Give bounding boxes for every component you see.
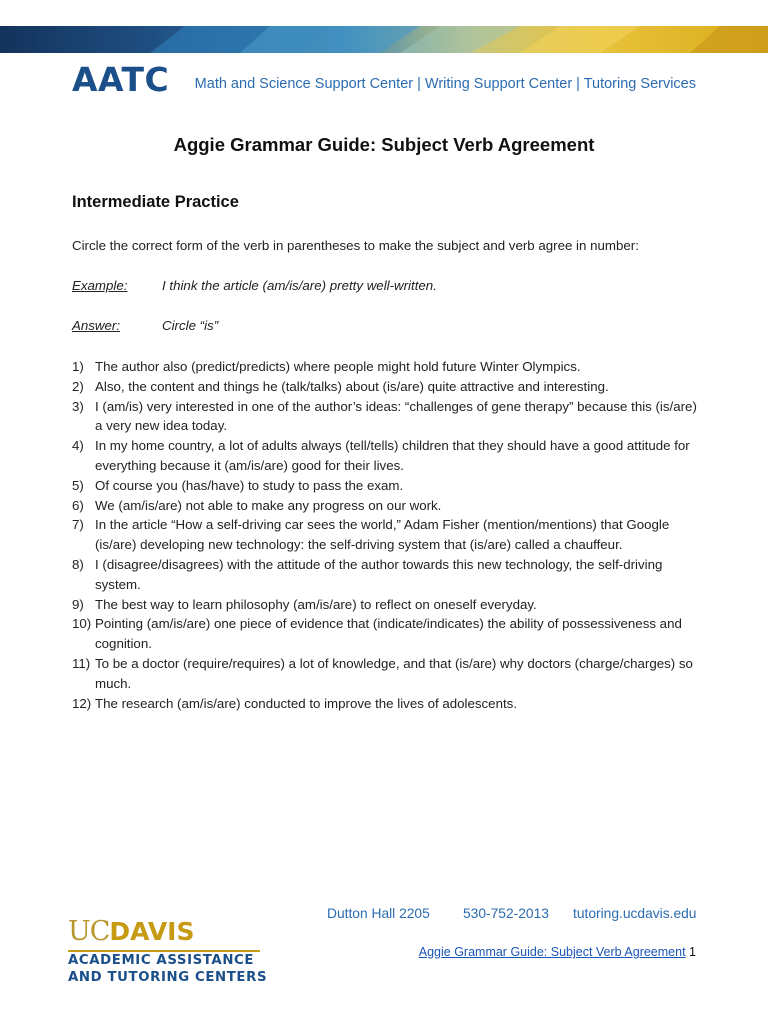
ucdavis-logo: [68, 916, 268, 986]
instructions-text: Circle the correct form of the verb in parentheses to make the subject and verb agree in number:: [72, 238, 639, 253]
question-number: 5): [72, 477, 84, 493]
page-number: 1: [689, 945, 696, 959]
footer-location: Dutton Hall 2205: [327, 906, 430, 921]
question-number: 3): [72, 398, 84, 414]
list-item: [72, 436, 702, 476]
question-list: [72, 357, 702, 713]
footer-phone: 530-752-2013: [463, 906, 549, 921]
question-number: 6): [72, 497, 84, 513]
question-number: 4): [72, 438, 84, 454]
logo-davis-text: DAVIS: [109, 917, 195, 946]
footer-title-link[interactable]: Aggie Grammar Guide: Subject Verb Agreement: [418, 945, 686, 959]
answer-label: Answer:: [72, 318, 121, 333]
question-text: Of course you (has/have) to study to pass the exam.: [95, 477, 404, 493]
list-item: [72, 614, 702, 654]
list-item: [72, 496, 702, 516]
list-item: [72, 555, 702, 595]
list-item: [72, 377, 702, 397]
question-text: Also, the content and things he (talk/talks) about (is/are) quite attractive and interesting.: [95, 378, 609, 394]
list-item: [72, 595, 702, 615]
footer-website[interactable]: tutoring.ucdavis.edu: [573, 906, 697, 921]
example-label: Example:: [72, 278, 128, 293]
logo-line-1: ACADEMIC ASSISTANCE: [68, 953, 255, 968]
question-number: 1): [72, 359, 84, 374]
page-header: [72, 60, 702, 100]
question-text: The author also (predict/predicts) where people might hold future Winter Olympics.: [95, 359, 581, 374]
question-text: Pointing (am/is/are) one piece of evidence that (indicate/indicates) the ability of possessiveness and cognition.: [95, 616, 682, 652]
list-item: [72, 694, 702, 714]
document-title: Aggie Grammar Guide: Subject Verb Agreement: [173, 134, 595, 155]
question-number: 8): [72, 556, 84, 572]
question-text: The best way to learn philosophy (am/is/are) to reflect on oneself everyday.: [95, 596, 537, 612]
question-text: In the article “How a self-driving car sees the world,” Adam Fisher (mention/mentions) that Google (is/are) developing new technology: the self-driving system that (is/are) called a chauffeur.: [95, 517, 670, 553]
list-item: [72, 515, 702, 555]
aatc-logo: AATC: [72, 60, 170, 99]
list-item: [72, 654, 702, 694]
list-item: [72, 476, 702, 496]
question-text: We (am/is/are) not able to make any progress on our work.: [95, 497, 442, 513]
list-item: [72, 397, 702, 437]
footer-page-reference: [419, 945, 696, 959]
question-text: To be a doctor (require/requires) a lot of knowledge, and that (is/are) why doctors (charge/charges) so much.: [95, 655, 693, 691]
question-text: The research (am/is/are) conducted to improve the lives of adolescents.: [95, 695, 518, 711]
question-text: I (disagree/disagrees) with the attitude of the author towards this new technology, the self-driving system.: [95, 556, 663, 592]
question-number: 11): [72, 655, 91, 671]
header-center-links: Math and Science Support Center | Writing Support Center | Tutoring Services: [194, 76, 696, 92]
question-text: In my home country, a lot of adults always (tell/tells) children that they should have a good attitude for everything because it (am/is/are) good for their lives.: [95, 438, 690, 473]
example-row: [72, 278, 437, 293]
question-number: 9): [72, 596, 84, 612]
logo-line-2: AND TUTORING CENTERS: [68, 970, 268, 985]
question-number: 2): [72, 378, 84, 394]
question-text: I (am/is) very interested in one of the author’s ideas: “challenges of gene therapy” because this (is/are) a very new idea today.: [95, 398, 697, 434]
answer-text: Circle “is”: [162, 318, 219, 333]
section-heading: Intermediate Practice: [72, 193, 239, 211]
question-number: 12): [72, 695, 92, 711]
list-item: [72, 357, 702, 377]
answer-row: [72, 318, 218, 333]
logo-divider: [68, 950, 260, 952]
header-banner: [0, 26, 768, 53]
logo-uc-text: UC: [68, 916, 110, 947]
example-text: I think the article (am/is/are) pretty well-written.: [162, 278, 437, 293]
question-number: 7): [72, 517, 84, 533]
question-number: 10): [72, 616, 92, 632]
